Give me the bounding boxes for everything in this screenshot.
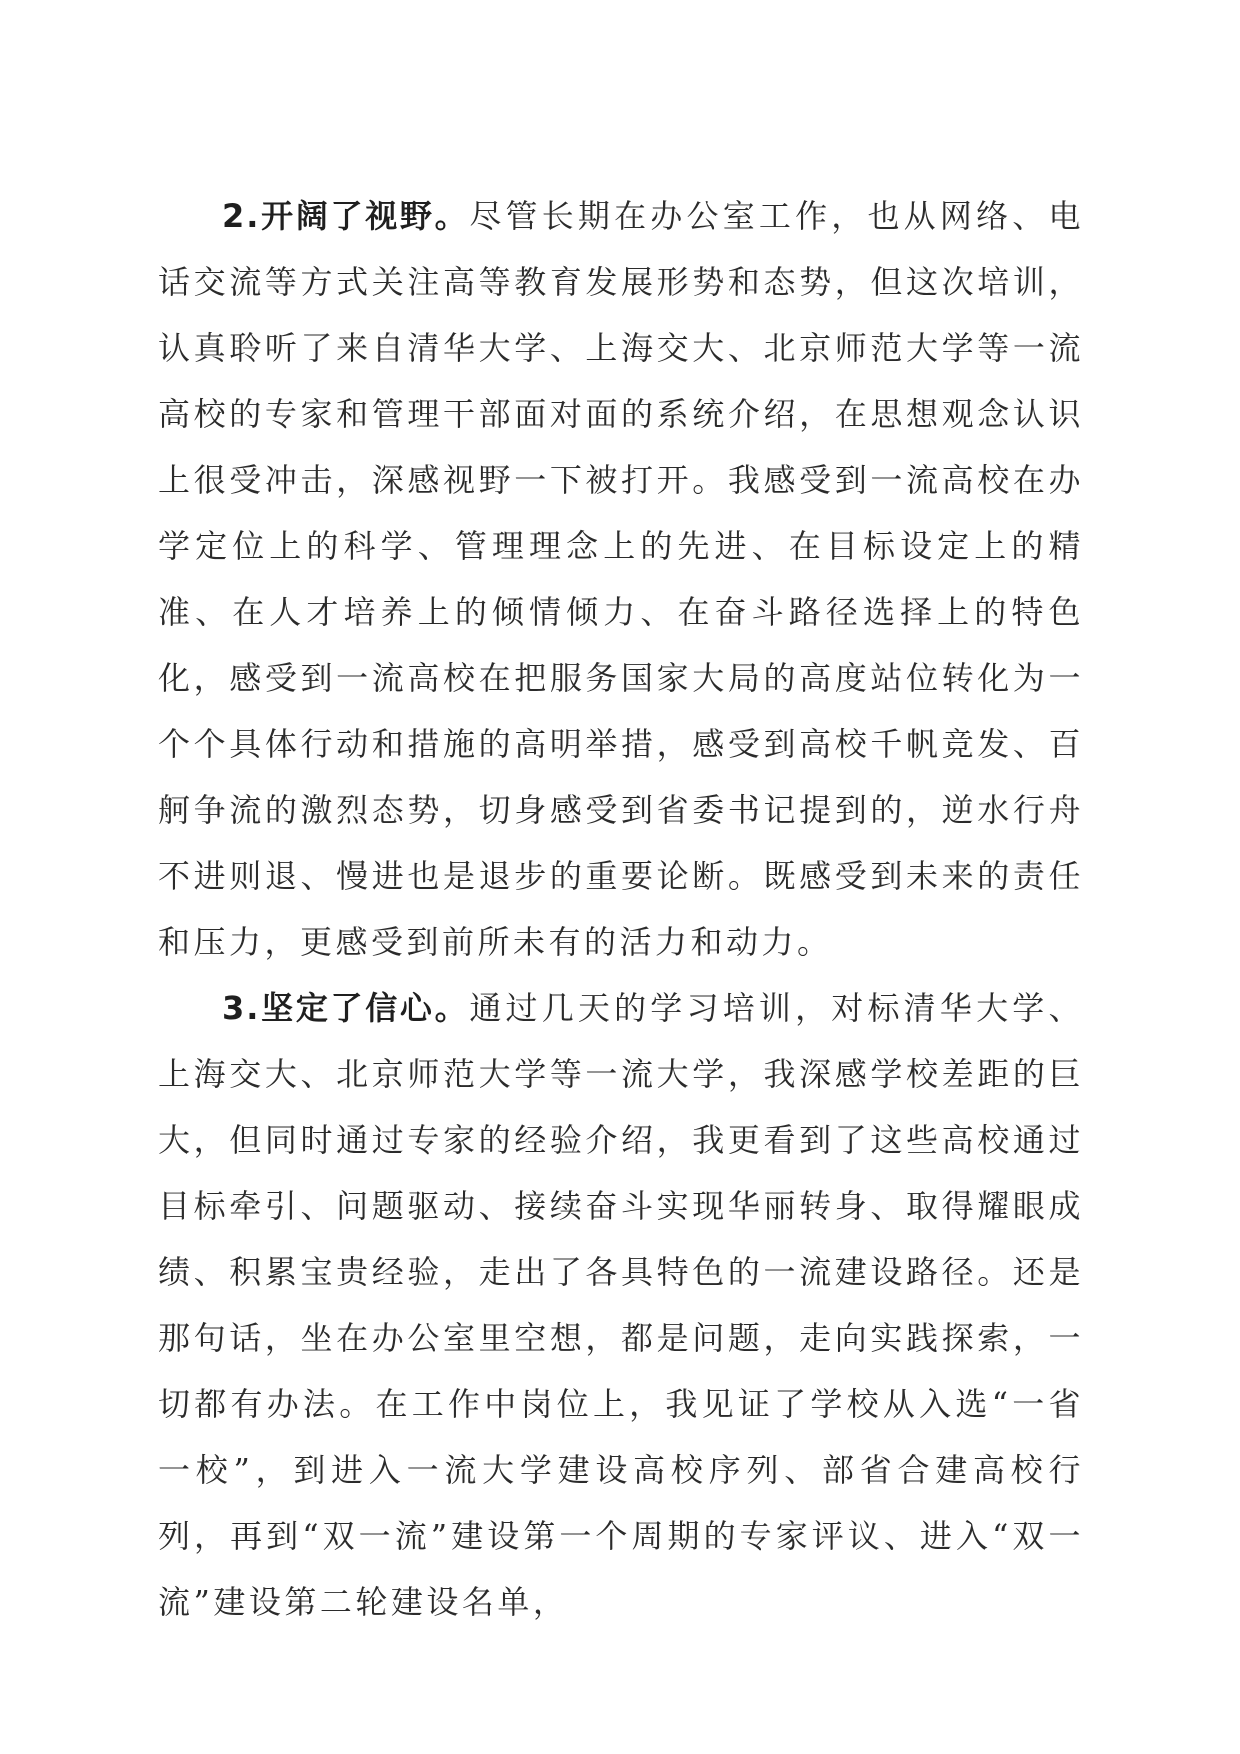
paragraph-text: 尽管长期在办公室工作，也从网络、电话交流等方式关注高等教育发展形势和态势，但这次培训，认真聆听了来自清华大学、上海交大、北京师范大学等一流高校的专家和管理干部面对面的系统介绍，在思想观念认识上很受冲击，深感视野一下被打开。我感受到一流高校在办学定位上的科学、管理理念上的先进、在目标设定上的精准、在人才培养上的倾情倾力、在奋斗路径选择上的特色化，感受到一流高校在把服务国家大局的高度站位转化为一个个具体行动和措施的高明举措，感受到高校千帆竞发、百舸争流的激烈态势，切身感受到省委书记提到的，逆水行舟不进则退、慢进也是退步的重要论断。既感受到未来的责任和压力，更感受到前所未有的活力和动力。 [158,197,1084,961]
paragraph-strengthened-confidence [158,975,1084,1635]
paragraph-heading: 2.开阔了视野。 [222,197,470,235]
paragraph-broadened-horizons [158,183,1084,975]
document-body [158,183,1084,1635]
paragraph-text: 通过几天的学习培训，对标清华大学、上海交大、北京师范大学等一流大学，我深感学校差距的巨大，但同时通过专家的经验介绍，我更看到了这些高校通过目标牵引、问题驱动、接续奋斗实现华丽转身、取得耀眼成绩、积累宝贵经验，走出了各具特色的一流建设路径。还是那句话，坐在办公室里空想，都是问题，走向实践探索，一切都有办法。在工作中岗位上，我见证了学校从入选“一省一校”，到进入一流大学建设高校序列、部省合建高校行列，再到“双一流”建设第一个周期的专家评议、进入“双一流”建设第二轮建设名单， [158,989,1084,1621]
paragraph-heading: 3.坚定了信心。 [222,989,470,1027]
